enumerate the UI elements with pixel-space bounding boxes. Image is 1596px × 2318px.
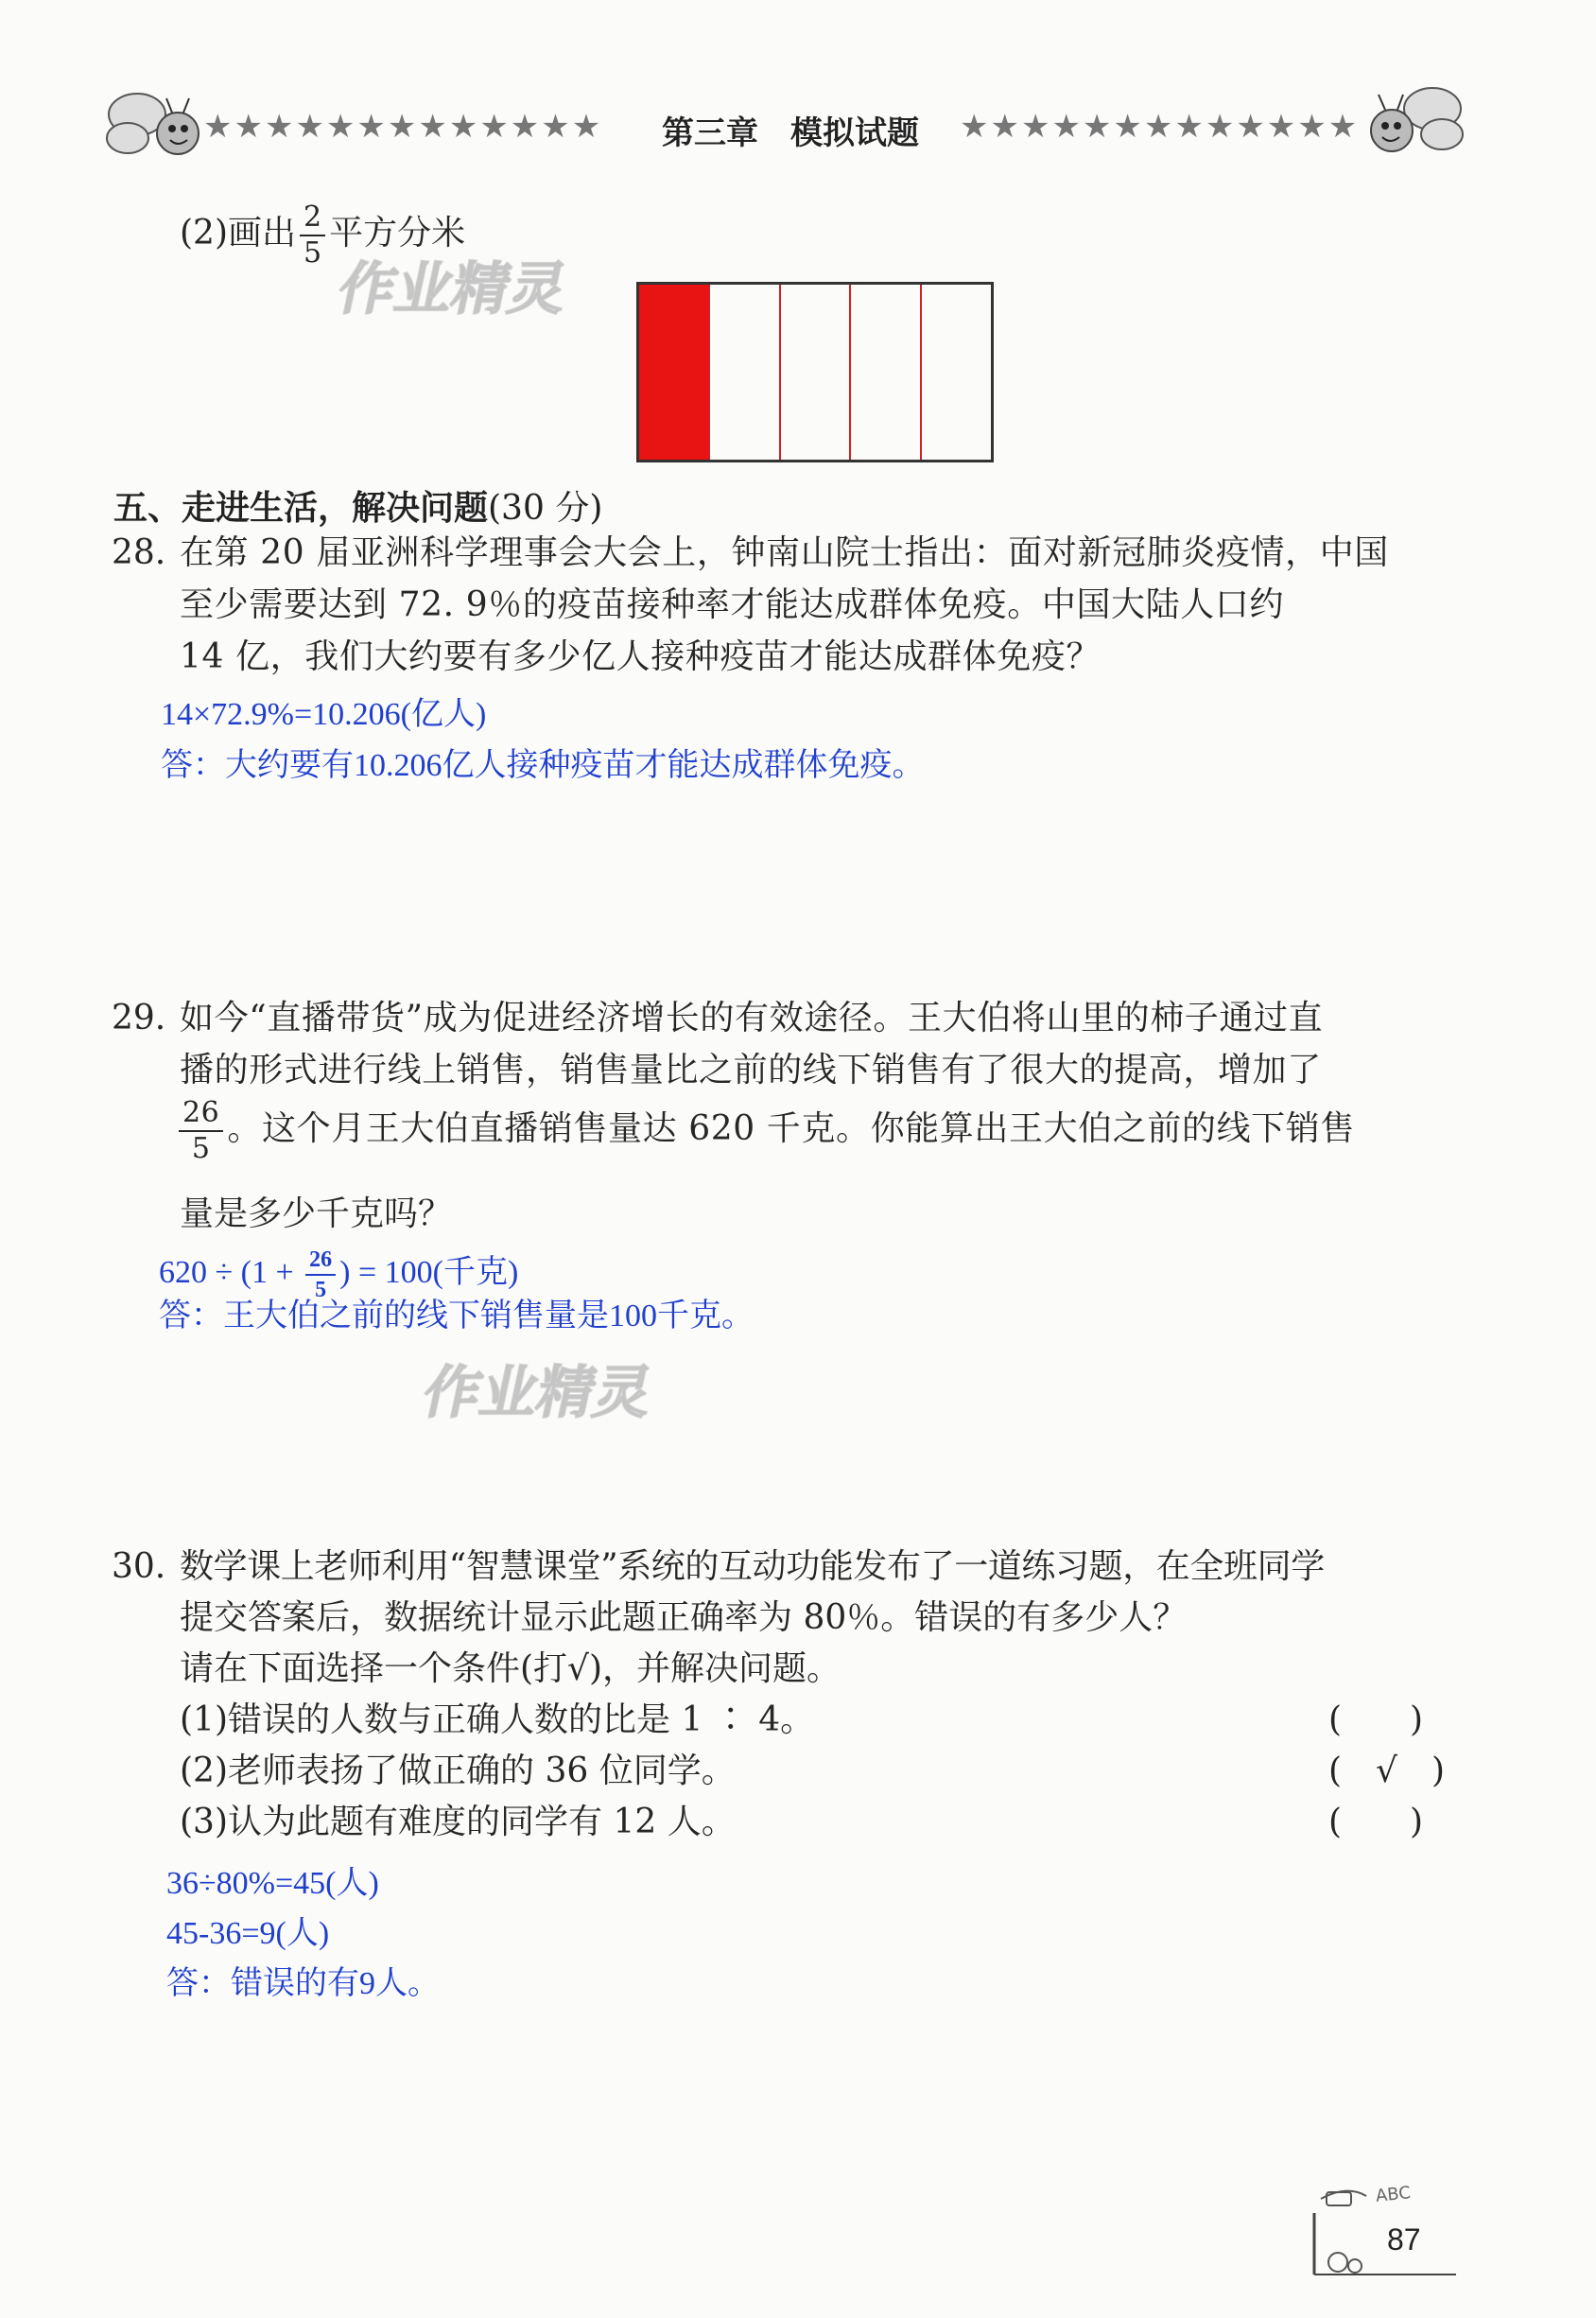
q27-part2-unit: 平方分米: [329, 214, 466, 253]
q30-option-1: (1)错误的人数与正确人数的比是 1 ∶ 4。: [180, 1700, 815, 1739]
q29-line3-text: 。这个月王大伯直播销售量达 620 千克。你能算出王大伯之前的线下销售: [227, 1109, 1355, 1148]
q30-option-3: (3)认为此题有难度的同学有 12 人。: [180, 1803, 736, 1841]
q29-line4: 量是多少千克吗？: [180, 1194, 453, 1233]
header-stars-right: ★★★★★★★★★★★★★: [960, 108, 1360, 146]
q30-answer-text: 答：错误的有9人。: [166, 1966, 440, 2001]
q29-answer-text: 答：王大伯之前的线下销售量是100千克。: [159, 1298, 754, 1333]
page-number: 87: [1387, 2222, 1421, 2257]
q29-answer-fraction: $\frac{26}{5}$: [305, 1248, 336, 1301]
q29-fraction: $\frac{26}{5}$: [179, 1099, 223, 1163]
q29-answer-calc: 620 ÷ (1 + $\frac{26}{5}$ ) = 100(千克): [159, 1247, 519, 1302]
q30-line2: 提交答案后，数据统计显示此题正确率为 80％。错误的有多少人？: [180, 1598, 1188, 1637]
q28-line2: 至少需要达到 72. 9％的疫苗接种率才能达成群体免疫。中国大陆人口约: [180, 585, 1285, 624]
q30-option-2: (2)老师表扬了做正确的 36 位同学。: [180, 1752, 736, 1790]
q30-option-2-mark[interactable]: ( √ ): [1328, 1752, 1446, 1790]
rect-part: [851, 285, 922, 460]
q28-number: 28.: [112, 533, 166, 572]
watermark-2: 作业精灵: [417, 1360, 659, 1426]
section-title: 五、走进生活，解决问题(30 分): [113, 489, 603, 528]
q28-answer-calc: 14×72.9%=10.206(亿人): [161, 697, 487, 732]
shaded-part: [639, 285, 710, 460]
q30-line3: 请在下面选择一个条件(打√)，并解决问题。: [180, 1649, 841, 1688]
q29-number: 29.: [112, 999, 166, 1037]
header-stars-left: ★★★★★★★★★★★★★: [203, 108, 603, 146]
chapter-title: 第三章 模拟试题: [662, 114, 919, 152]
rect-part: [710, 285, 781, 460]
q27-fraction: $\frac{2}{5}$: [300, 203, 325, 268]
section-points: (30 分): [488, 489, 603, 528]
bee-right-icon: [1362, 76, 1466, 166]
q30-answer-calc-1: 36÷80%=45(人): [166, 1866, 379, 1901]
q30-option-3-mark[interactable]: ( ): [1328, 1803, 1424, 1841]
q30-line1: 数学课上老师利用“智慧课堂”系统的互动功能发布了一道练习题，在全班同学: [180, 1547, 1325, 1586]
page-number-area: [1310, 2175, 1461, 2279]
q30-option-1-mark[interactable]: ( ): [1328, 1700, 1424, 1739]
abc-label: ABC: [1375, 2183, 1412, 2206]
q29-line1: 如今“直播带货”成为促进经济增长的有效途径。王大伯将山里的柿子通过直: [180, 999, 1324, 1037]
rect-part: [781, 285, 852, 460]
q30-answer-calc-2: 45-36=9(人): [166, 1916, 330, 1951]
q28-line1: 在第 20 届亚洲科学理事会大会上，钟南山院士指出：面对新冠肺炎疫情，中国: [180, 533, 1389, 572]
q27-part2-label: (2)画出: [180, 214, 296, 253]
q29-line3: [175, 1096, 1355, 1165]
watermark-1: 作业精灵: [332, 256, 574, 322]
q29-line2: 播的形式进行线上销售，销售量比之前的线下销售有了很大的提高，增加了: [180, 1051, 1322, 1089]
fraction-rectangle: [636, 282, 994, 462]
q28-line3: 14 亿，我们大约要有多少亿人接种疫苗才能达成群体免疫？: [180, 637, 1102, 676]
q28-answer-text: 答：大约要有10.206亿人接种疫苗才能达成群体免疫。: [161, 748, 925, 783]
rect-part: [922, 285, 991, 460]
q30-number: 30.: [112, 1547, 166, 1586]
bee-left-icon: [104, 81, 208, 166]
